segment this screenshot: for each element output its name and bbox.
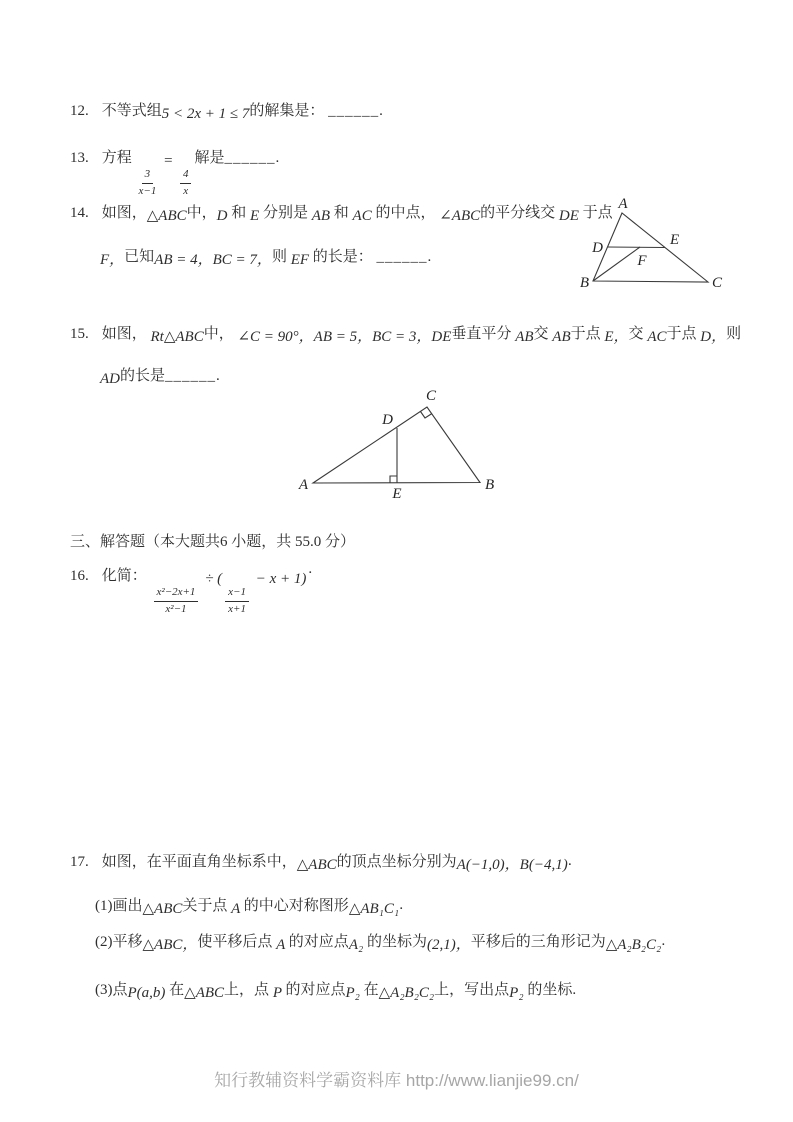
text-segment: 的对应点: [288, 934, 349, 950]
vertex-label-f: F: [637, 253, 647, 269]
vertex-label-d: D: [382, 412, 393, 428]
vertex-label-d: D: [592, 240, 603, 256]
question-12-text: [102, 103, 383, 122]
vertex-label-c: C: [425, 388, 437, 404]
text-segment: ∠ABC: [439, 208, 481, 224]
text-segment: 使平移后点: [197, 934, 277, 950]
text-segment: △ABC: [184, 985, 225, 1001]
text-segment: DE: [558, 208, 583, 224]
text-segment: 关于点: [182, 898, 232, 914]
right-angle-mark-e: [390, 476, 397, 483]
text-segment: 的坐标为: [366, 934, 427, 950]
vertex-label-a: A: [618, 196, 628, 212]
figure-q15-right-triangle: [280, 385, 510, 505]
text-segment: EF: [290, 252, 313, 268]
question-17-text-main: [102, 854, 572, 873]
text-segment: 于点: [582, 205, 613, 221]
text-segment: 则: [726, 326, 742, 342]
fraction: $\frac{\text{x²−2x+1}}{\text{x²−1}}$: [154, 586, 199, 617]
question-14-line2: [100, 247, 431, 267]
text-segment: 已知: [124, 249, 155, 265]
question-12-number: 12.: [70, 103, 89, 119]
text-segment: 在: [363, 982, 379, 998]
text-segment: (2)平移: [95, 934, 143, 950]
text-segment: E: [250, 208, 263, 224]
text-segment: 上，写出点: [434, 982, 510, 998]
question-15-number: 15.: [70, 326, 89, 342]
text-segment: (2,1)，: [426, 937, 471, 953]
answer-blank: ______: [376, 249, 428, 265]
question-17-sub2: [95, 932, 665, 952]
answer-blank: ______: [165, 368, 217, 384]
text-segment: 在: [169, 982, 185, 998]
text-segment: 的平分线交: [480, 205, 559, 221]
text-segment: F，: [100, 252, 125, 268]
text-segment: 的长是：: [312, 249, 377, 265]
text-segment: =: [159, 153, 177, 169]
text-segment: ÷ (: [201, 571, 223, 587]
text-segment: (3)点: [95, 982, 128, 998]
text-segment: − x + 1): [251, 571, 307, 587]
text-segment: 中，: [186, 205, 217, 221]
text-segment: 方程: [101, 150, 136, 166]
text-segment: 如图，: [101, 205, 147, 221]
text-segment: 的顶点坐标分别为: [336, 854, 457, 870]
question-17-text-sub3: [95, 982, 576, 1001]
text-segment: 于点: [570, 326, 605, 342]
section-3-title: 三、解答题（本大题共6 小题，共 55.0 分）: [70, 534, 356, 550]
text-segment: AB = 4，BC = 7，: [154, 252, 272, 268]
question-13: [70, 148, 279, 199]
vertex-label-b: B: [579, 275, 589, 291]
text-segment: 交: [628, 326, 648, 342]
text-segment: A₂: [348, 937, 367, 953]
question-15-line1: [70, 324, 741, 344]
text-segment: 不等式组: [101, 103, 162, 119]
text-segment: (1)画出: [95, 898, 143, 914]
text-segment: △A₂B₂C₂: [378, 985, 435, 1001]
question-13-text: [101, 150, 280, 197]
text-segment: 垂直平分: [451, 326, 516, 342]
section-3-header: [70, 532, 355, 552]
answer-blank: ______: [328, 103, 380, 119]
fraction: $\frac{x-1}{x+1}$: [225, 586, 249, 617]
text-segment: P₂: [509, 985, 528, 1001]
text-segment: 平移后的三角形记为: [470, 934, 606, 950]
question-15-text-line1: [102, 326, 741, 345]
text-segment: 则: [271, 249, 291, 265]
text-segment: 解是: [194, 150, 225, 166]
text-segment: .: [427, 249, 432, 265]
text-segment: E，: [604, 329, 629, 345]
question-12: [70, 101, 383, 121]
text-segment: .: [275, 150, 280, 166]
text-segment: 和: [231, 205, 251, 221]
text-segment: P: [272, 985, 286, 1001]
text-segment: △A₂B₂C₂·: [605, 937, 665, 953]
text-segment: 和: [333, 205, 353, 221]
text-segment: .: [216, 368, 220, 384]
text-segment: 的长是: [120, 368, 166, 384]
text-segment: 的中点，: [375, 205, 440, 221]
text-segment: A: [231, 901, 244, 917]
text-segment: 如图，在平面直角坐标系中，: [101, 854, 297, 870]
text-segment: 化简：: [101, 568, 151, 584]
question-14-number: 14.: [70, 205, 89, 221]
vertex-label-a: A: [298, 477, 308, 493]
question-13-number: 13.: [70, 150, 89, 166]
question-14-text-line2: [100, 249, 431, 268]
question-16: [70, 561, 313, 617]
text-segment: AB: [552, 329, 571, 345]
text-segment: A: [276, 937, 289, 953]
text-segment: △ABC: [146, 208, 187, 224]
text-segment: ∠C = 90°，AB = 5，BC = 3，: [237, 329, 432, 345]
answer-blank: ______: [224, 150, 276, 166]
text-segment: 分别是: [262, 205, 312, 221]
text-segment: .: [379, 103, 383, 119]
vertex-label-e: E: [392, 486, 402, 502]
question-17-number: 17.: [70, 854, 89, 870]
question-14-line1: [70, 203, 613, 223]
text-segment: 的坐标.: [527, 982, 577, 998]
question-16-text: [101, 561, 313, 615]
question-17-text-sub1: [95, 898, 403, 917]
fraction: $\frac{3}{x-1}$: [138, 168, 157, 197]
question-17-sub3: [95, 980, 576, 1000]
text-segment: .: [308, 561, 313, 577]
question-15-text-line2: [100, 368, 220, 387]
text-segment: 于点: [666, 326, 701, 342]
question-15-line2: [100, 366, 220, 386]
text-segment: 的对应点: [285, 982, 346, 998]
vertex-label-c: C: [712, 275, 723, 291]
question-14-text-line1: [102, 205, 613, 224]
footer-watermark: [0, 1066, 793, 1091]
text-segment: D，: [700, 329, 727, 345]
text-segment: AC: [647, 329, 667, 345]
text-segment: Rt△ABC: [150, 329, 204, 345]
text-segment: △ABC: [296, 857, 337, 873]
text-segment: 5 < 2x + 1 ≤ 7: [161, 106, 250, 122]
text-segment: A(−1,0)，B(−4,1)·: [456, 857, 572, 873]
footer-text: 知行教辅资料学霸资料库 http://www.lianjie99.cn/: [214, 1071, 579, 1090]
text-segment: 的解集是：: [249, 103, 329, 119]
vertex-label-b: B: [485, 477, 495, 493]
text-segment: AC: [352, 208, 376, 224]
text-segment: △ABC，: [142, 937, 198, 953]
question-17-sub1: [95, 896, 403, 916]
text-segment: 上，点: [224, 982, 273, 998]
text-segment: 的中心对称图形: [243, 898, 349, 914]
text-segment: P(a,b): [127, 985, 170, 1001]
question-17-main: [70, 852, 571, 872]
text-segment: 交: [533, 326, 553, 342]
text-segment: △ABC: [142, 901, 183, 917]
question-16-number: 16.: [70, 568, 89, 584]
text-segment: AB: [311, 208, 334, 224]
question-17-text-sub2: [95, 934, 665, 953]
text-segment: AB: [515, 329, 534, 345]
segment-de: [607, 247, 665, 248]
text-segment: △AB₁C₁·: [348, 901, 403, 917]
text-segment: 如图，: [101, 326, 151, 342]
fraction: $\frac{4}{x}$: [180, 168, 192, 199]
vertex-label-e: E: [670, 232, 680, 248]
text-segment: AD: [100, 371, 120, 387]
text-segment: DE: [431, 329, 452, 345]
figure-q14-triangle: [578, 192, 728, 292]
text-segment: P₂: [345, 985, 364, 1001]
text-segment: D: [216, 208, 232, 224]
text-segment: 中，: [203, 326, 238, 342]
